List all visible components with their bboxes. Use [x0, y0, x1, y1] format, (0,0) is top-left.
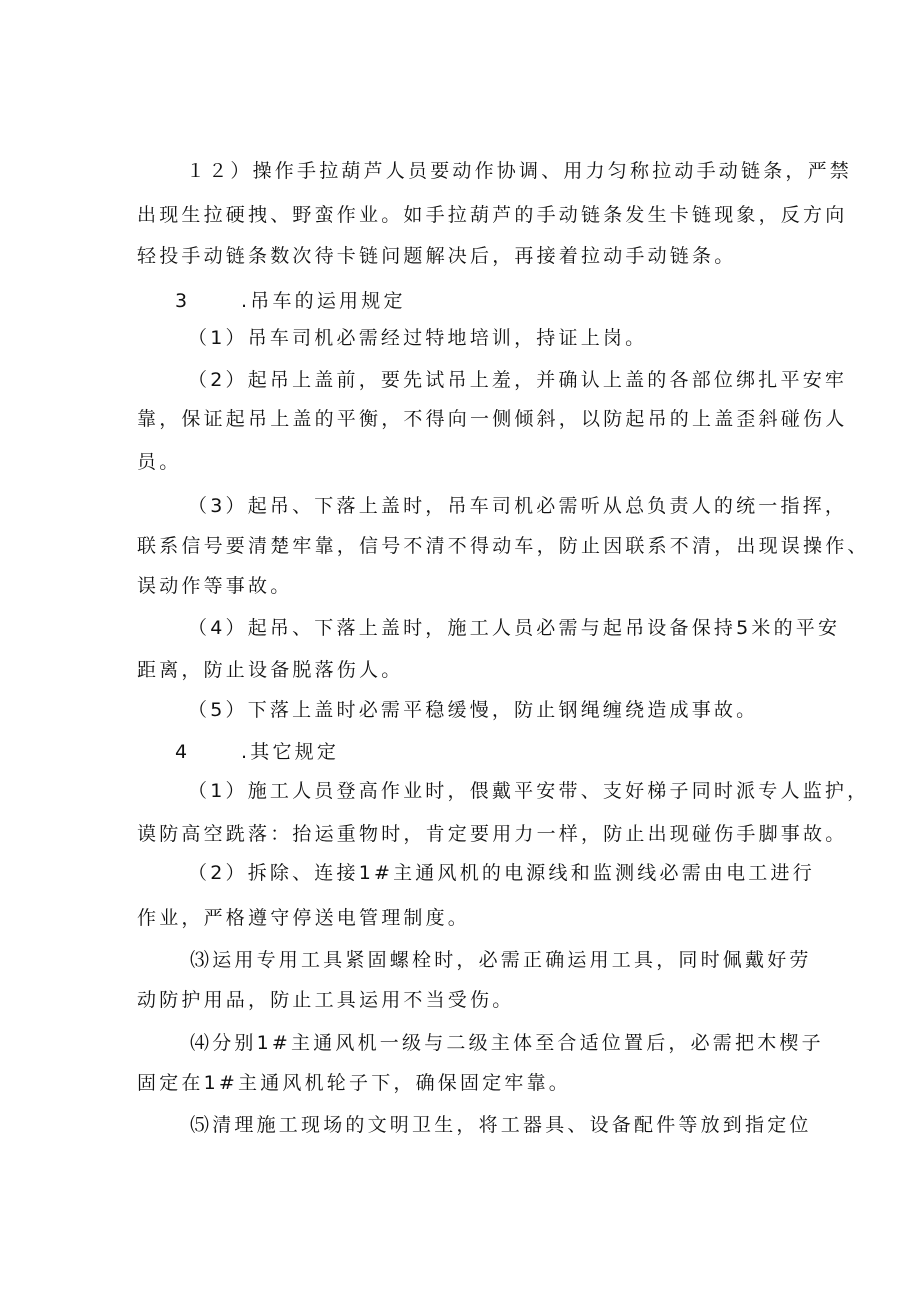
item-4-4-line-2: 固定在1#主通风机轮子下，确保固定牢靠。 — [137, 1072, 572, 1094]
item-3-4-line-1: （4）起吊、下落上盖时，施工人员必需与起吊设备保持5米的平安 — [188, 617, 841, 639]
item-3-3-line-2: 联系信号要清楚牢靠，信号不清不得动车，防止因联系不清，出现误操作、 — [137, 535, 870, 557]
item-3-5-line-1: （5）下落上盖时必需平稳缓慢，防止钢绳缠绕造成事故。 — [188, 699, 759, 721]
item-3-2-line-2: 靠，保证起吊上盖的平衡，不得向一侧倾斜，以防起吊的上盖歪斜碰伤人 — [137, 408, 848, 430]
section-3-number: 3 — [175, 290, 188, 312]
item-4-4-line-1: ⑷分别1#主通风机一级与二级主体至合适位置后，必需把木楔子 — [190, 1032, 824, 1054]
item-4-3-line-1: ⑶运用专用工具紧固螺栓时，必需正确运用工具，同时佩戴好劳 — [190, 949, 812, 971]
paragraph-12-line-2: 出现生拉硬拽、野蛮作业。如手拉葫芦的手动链条发生卡链现象，反方向 — [137, 204, 848, 226]
item-4-3-line-2: 动防护用品，防止工具运用不当受伤。 — [137, 989, 515, 1011]
item-3-1-line-1: （1）吊车司机必需经过特地培训，持证上岗。 — [188, 327, 648, 349]
paragraph-12-line-1: １２）操作手拉葫芦人员要动作协调、用力匀称拉动手动链条，严禁 — [186, 160, 853, 182]
item-3-3-line-1: （3）起吊、下落上盖时，吊车司机必需听从总负责人的统一指挥， — [188, 495, 848, 517]
item-3-4-line-2: 距离，防止设备脱落伤人。 — [137, 659, 404, 681]
item-4-1-line-2: 谟防高空跣落：抬运重物时，肯定要用力一样，防止出现碰伤手脚事故。 — [137, 823, 848, 845]
item-4-2-line-2: 作业，严格遵守停送电管理制度。 — [137, 907, 471, 929]
paragraph-12-line-3: 轻投手动链条数次待卡链问题解决后，再接着拉动手动链条。 — [137, 245, 737, 267]
item-3-2-line-1: （2）起吊上盖前，要先试吊上羞，并确认上盖的各部位绑扎平安牢 — [188, 369, 848, 391]
item-3-3-line-3: 误动作等事故。 — [137, 575, 293, 597]
item-4-5-line-1: ⑸清理施工现场的文明卫生，将工器具、设备配件等放到指定位 — [190, 1114, 812, 1136]
item-4-2-line-1: （2）拆除、连接1#主通风机的电源线和监测线必需由电工进行 — [188, 862, 815, 884]
item-4-1-line-1: （1）施工人员登高作业时，偎戴平安带、支好梯子同时派专人监护， — [188, 780, 870, 802]
item-3-2-line-3: 员。 — [137, 451, 182, 473]
section-3-heading: .吊车的运用规定 — [241, 290, 406, 312]
section-4-number: 4 — [175, 741, 188, 763]
section-4-heading: .其它规定 — [241, 741, 340, 763]
